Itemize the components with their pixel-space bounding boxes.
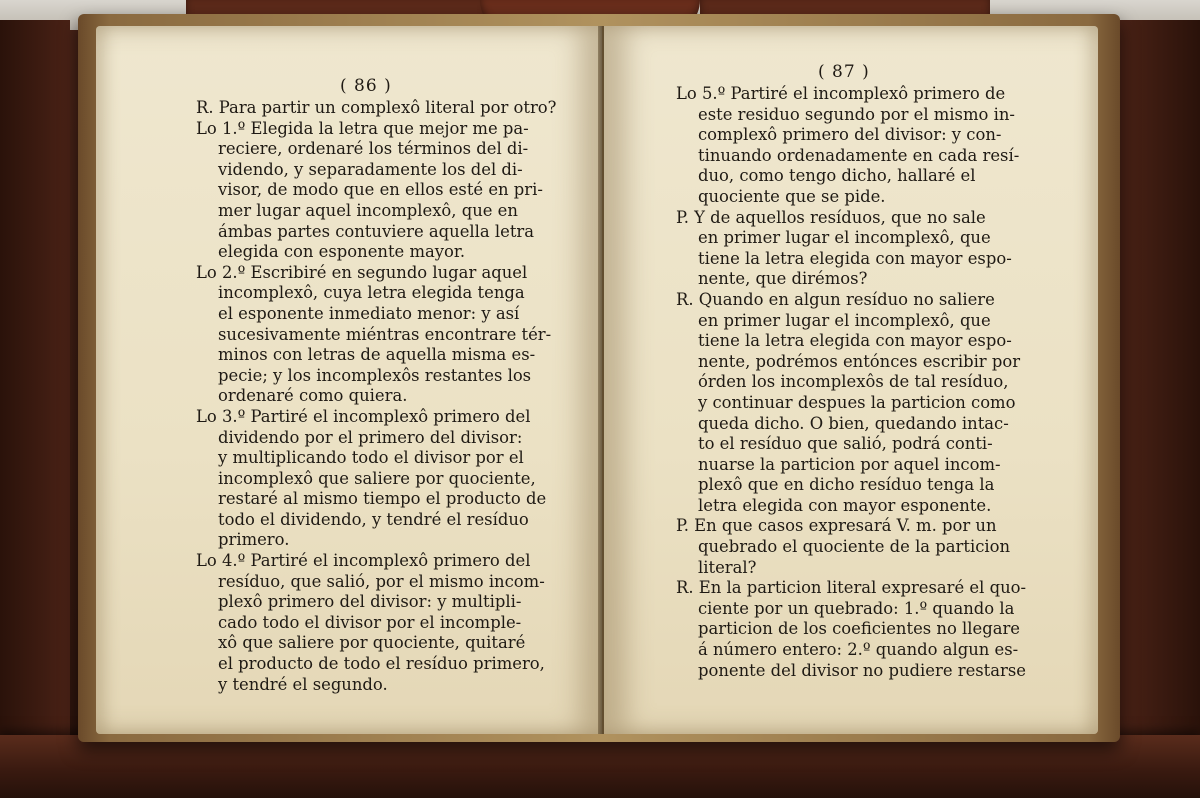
text-line: to el resíduo que salió, podrá conti- (698, 434, 993, 454)
text-line: R. Quando en algun resíduo no saliere (676, 289, 995, 309)
text-line: ciente por un quebrado: 1.º quando la (698, 598, 1015, 618)
text-line: visor, de modo que en ellos esté en pri- (218, 180, 543, 200)
text-line: quebrado el quociente de la particion (698, 537, 1011, 557)
text-line: minos con letras de aquella misma es- (218, 345, 536, 365)
text-line: videndo, y separadamente los del di- (218, 159, 523, 179)
text-line: Lo 2.º Escribiré en segundo lugar aquel (196, 262, 528, 282)
text-line: y tendré el segundo. (218, 674, 388, 694)
text-line: mer lugar aquel incomplexô, que en (218, 200, 518, 220)
text-line: incomplexô, cuya letra elegida tenga (218, 283, 525, 303)
text-line: y continuar despues la particion como (698, 392, 1016, 412)
text-line: pecie; y los incomplexôs restantes los (218, 365, 532, 385)
text-line: R. Para partir un complexô literal por otro? (196, 98, 557, 117)
text-line: Lo 3.º Partiré el incomplexô primero del (196, 406, 531, 426)
text-line: letra elegida con mayor esponente. (698, 495, 992, 515)
text-line: resíduo, que salió, por el mismo incom- (218, 571, 545, 591)
stand-ledge (0, 735, 1200, 798)
page-number: ( 87 ) (818, 62, 870, 82)
text-line: en primer lugar el incomplexô, que (698, 228, 991, 248)
stand-post-left (0, 20, 70, 740)
text-line: Lo 5.º Partiré el incomplexô primero de (676, 84, 1006, 103)
text-line: incomplexô que saliere por quociente, (218, 468, 536, 488)
text-line: xô que saliere por quociente, quitaré (218, 633, 526, 653)
text-line: á número entero: 2.º quando algun es- (698, 640, 1019, 660)
text-line: ordenaré como quiera. (218, 386, 408, 406)
text-line: tinuando ordenadamente en cada resí- (698, 145, 1020, 165)
text-line: sucesivamente miéntras encontrare tér- (218, 324, 552, 344)
text-line: duo, como tengo dicho, hallaré el (698, 166, 976, 186)
text-line: órden los incomplexôs de tal resíduo, (698, 372, 1009, 392)
text-line: plexô primero del divisor: y multipli- (218, 592, 522, 612)
right-page-text (676, 84, 1026, 681)
text-line: plexô que en dicho resíduo tenga la (698, 475, 995, 495)
stand-post-right (1120, 20, 1200, 740)
left-page-text (196, 98, 556, 695)
text-line: nente, que dirémos? (698, 269, 868, 289)
text-line: nuarse la particion por aquel incom- (698, 454, 1001, 474)
text-line: complexô primero del divisor: y con- (698, 125, 1002, 145)
text-line: Lo 4.º Partiré el incomplexô primero del (196, 551, 531, 571)
text-line: reciere, ordenaré los términos del di- (218, 139, 529, 159)
text-line: Lo 1.º Elegida la letra que mejor me pa- (196, 118, 529, 138)
text-line: elegida con esponente mayor. (218, 242, 466, 262)
text-line: tiene la letra elegida con mayor espo- (698, 248, 1012, 268)
left-page (96, 26, 602, 734)
text-line: ponente del divisor no pudiere restarse (698, 660, 1026, 680)
right-page (604, 26, 1098, 734)
text-line: ámbas partes contuviere aquella letra (218, 221, 535, 241)
text-line: literal? (698, 557, 757, 577)
text-line: P. Y de aquellos resíduos, que no sale (676, 207, 986, 227)
text-line: R. En la particion literal expresaré el quo- (676, 578, 1027, 598)
text-line: en primer lugar el incomplexô, que (698, 310, 991, 330)
text-line: particion de los coeficientes no llegare (698, 619, 1021, 639)
text-line: el esponente inmediato menor: y así (218, 303, 520, 323)
text-line: el producto de todo el resíduo primero, (218, 654, 545, 674)
text-line: P. En que casos expresará V. m. por un (676, 516, 997, 536)
text-line: dividendo por el primero del divisor: (218, 427, 523, 447)
text-line: nente, podrémos entónces escribir por (698, 351, 1021, 371)
text-line: este residuo segundo por el mismo in- (698, 104, 1015, 124)
text-line: cado todo el divisor por el incomple- (218, 612, 522, 632)
text-line: quociente que se pide. (698, 186, 886, 206)
text-line: primero. (218, 530, 290, 550)
page-number: ( 86 ) (340, 76, 392, 96)
text-line: todo el dividendo, y tendré el resíduo (218, 509, 529, 529)
text-line: y multiplicando todo el divisor por el (218, 448, 524, 468)
text-line: tiene la letra elegida con mayor espo- (698, 331, 1012, 351)
text-line: restaré al mismo tiempo el producto de (218, 489, 547, 509)
text-line: queda dicho. O bien, quedando intac- (698, 413, 1009, 433)
